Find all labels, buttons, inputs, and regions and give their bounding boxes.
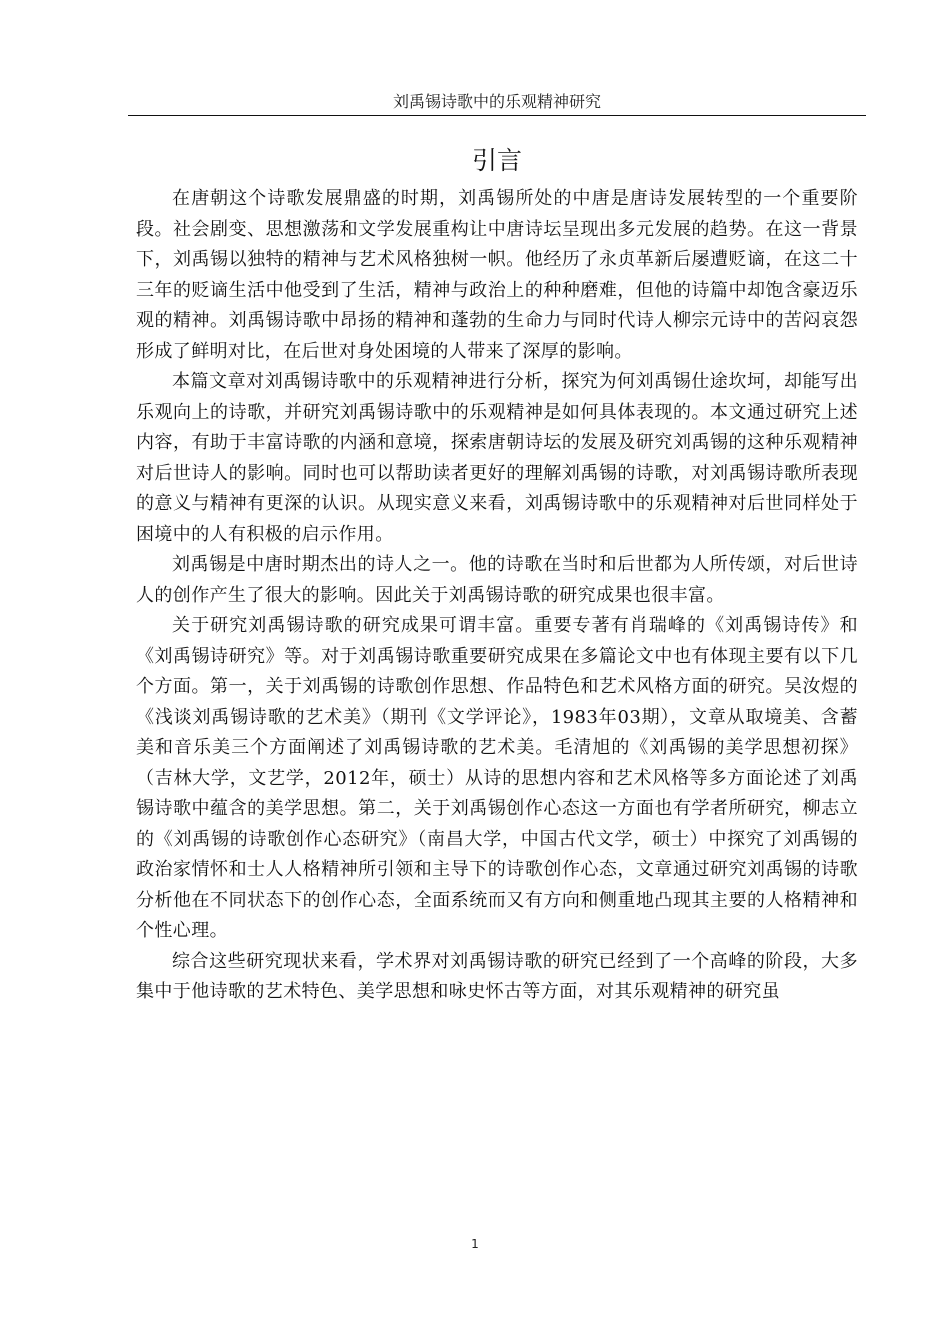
header-rule (128, 115, 866, 116)
paragraph-4: 关于研究刘禹锡诗歌的研究成果可谓丰富。重要专著有肖瑞峰的《刘禹锡诗传》和《刘禹锡诗研究》等。对于刘禹锡诗歌重要研究成果在多篇论文中也有体现主要有以下几个方面。第一，关于刘禹锡的诗歌创作思想、作品特色和艺术风格方面的研究。吴汝煜的《浅谈刘禹锡诗歌的艺术美》（期刊《文学评论》，1983年03期），文章从取境美、含蓄美和音乐美三个方面阐述了刘禹锡诗歌的艺术美。毛清旭的《刘禹锡的美学思想初探》（吉林大学，文艺学，2012年，硕士）从诗的思想内容和艺术风格等多方面论述了刘禹锡诗歌中蕴含的美学思想。第二，关于刘禹锡创作心态这一方面也有学者所研究，柳志立的《刘禹锡的诗歌创作心态研究》（南昌大学，中国古代文学，硕士）中探究了刘禹锡的政治家情怀和士人人格精神所引领和主导下的诗歌创作心态，文章通过研究刘禹锡的诗歌分析他在不同状态下的创作心态，全面系统而又有方向和侧重地凸现其主要的人格精神和个性心理。 (136, 615, 858, 941)
page-number: 1 (471, 1237, 479, 1251)
paragraph-1: 在唐朝这个诗歌发展鼎盛的时期，刘禹锡所处的中唐是唐诗发展转型的一个重要阶段。社会剧变、思想激荡和文学发展重构让中唐诗坛呈现出多元发展的趋势。在这一背景下，刘禹锡以独特的精神与艺术风格独树一帜。他经历了永贞革新后屡遭贬谪，在这二十三年的贬谪生活中他受到了生活，精神与政治上的种种磨难，但他的诗篇中却饱含豪迈乐观的精神。刘禹锡诗歌中昂扬的精神和蓬勃的生命力与同时代诗人柳宗元诗中的苦闷哀怨形成了鲜明对比，在后世对身处困境的人带来了深厚的影响。 (136, 188, 858, 362)
paragraph-3: 刘禹锡是中唐时期杰出的诗人之一。他的诗歌在当时和后世都为人所传颂，对后世诗人的创作产生了很大的影响。因此关于刘禹锡诗歌的研究成果也很丰富。 (136, 554, 858, 606)
paragraph-2: 本篇文章对刘禹锡诗歌中的乐观精神进行分析，探究为何刘禹锡仕途坎坷，却能写出乐观向上的诗歌，并研究刘禹锡诗歌中的乐观精神是如何具体表现的。本文通过研究上述内容，有助于丰富诗歌的内涵和意境，探索唐朝诗坛的发展及研究刘禹锡的这种乐观精神对后世诗人的影响。同时也可以帮助读者更好的理解刘禹锡的诗歌，对刘禹锡诗歌所表现的意义与精神有更深的认识。从现实意义来看，刘禹锡诗歌中的乐观精神对后世同样处于困境中的人有积极的启示作用。 (136, 371, 858, 545)
section-title: 引言 (471, 146, 522, 175)
paragraph-5: 综合这些研究现状来看，学术界对刘禹锡诗歌的研究已经到了一个高峰的阶段，大多集中于他诗歌的艺术特色、美学思想和咏史怀古等方面，对其乐观精神的研究虽 (136, 950, 858, 1002)
body-text (136, 184, 858, 1008)
running-header: 刘禹锡诗歌中的乐观精神研究 (392, 92, 601, 111)
